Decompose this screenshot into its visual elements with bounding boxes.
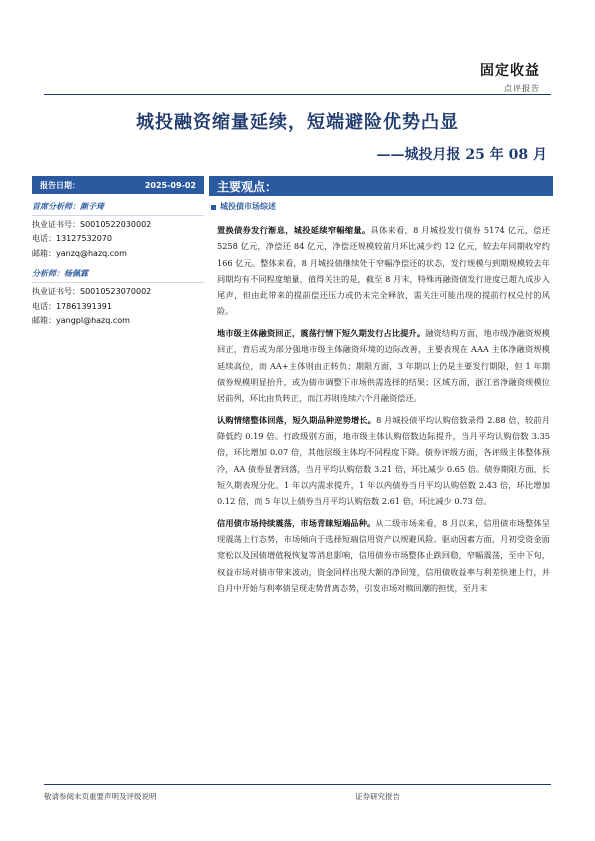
section-title: 主要观点： bbox=[209, 176, 553, 196]
paragraph-body: 具体来看，8 月城投发行债券 5174 亿元，偿还 5258 亿元，净偿还 84 亿元，净偿还规模较前月环比减少约 12 亿元，较去年同期收窄约 166 亿元。整体来看，8 月城投债继续处于窄幅净偿还的状态，发行规模与到期规模较去年同期均有不同程度缩量，值得关注的是，截至 8 月末，特殊再融资债发行进度已超九成步入尾声，但由此带来的提前偿还压力或仍未完全释放，需关注可能出现的提前行权兑付的风险。 bbox=[217, 225, 550, 317]
paragraph-body: 8 月城投债平均认购倍数录得 2.88 倍，较前月降低约 0.19 倍。行政级别方面，地市级主体认购倍数边际提升，当月平均认购倍数 3.35 倍，环比增加 0.07 倍，其他层级主体均不同程度下降。债券评级方面，各评级主体整体预冷，AA 债券显著回落，当月平均认购倍数 3.21 倍，环比减少 0.65 倍。债券期限方面，长短久期表现分化，1 年以内需求提升，1 年以内债券当月平均认购倍数 2.43 倍，环比增加 0.12 倍，而 5 年以上债券当月平均认购倍数 2.61 倍，环比减少 0.73 倍。 bbox=[217, 414, 550, 507]
analyst-phone: 电话：13127532070 bbox=[32, 234, 112, 244]
sub-heading bbox=[209, 201, 553, 212]
main-points-header bbox=[209, 176, 553, 212]
report-date-label: 报告日期： bbox=[40, 180, 80, 190]
footer-brand: 证券研究报告 bbox=[355, 792, 400, 801]
paragraph-body: 从二级市场来看，8 月以来，信用债市场整体呈现震荡上行态势，市场倾向于选择短端信用资产以规避风险。驱动因素方面，月初受资金面宽松以及国债增值税恢复等消息影响，信用债券市场整体止跌回稳，窄幅震荡，至中下旬，权益市场对债市带来波动，资金同样出现大额的净回笼，信用债收益率与利差快速上行，并自月中开始与利率债呈现走势背离态势，引发市场对赎回潮的担忧，至月末 bbox=[217, 517, 550, 593]
paragraph-lead: 认购情绪整体回落，短久期品种逆势增长。 bbox=[217, 414, 377, 425]
paragraph-lead: 置换债券发行渐息，城投延续窄幅缩量。 bbox=[217, 225, 371, 235]
footer-disclaimer: 敬请参阅末页重要声明及评级说明 bbox=[44, 792, 157, 801]
analyst-role: 分析师：杨佩霖 bbox=[32, 265, 204, 283]
analyst-license: 执业证书号：S0010523070002 bbox=[32, 287, 152, 297]
document-subtitle: ——城投月报 25 年 08 月 bbox=[376, 147, 547, 163]
report-date-value: 2025-09-02 bbox=[144, 180, 196, 190]
main-body bbox=[217, 222, 550, 601]
report-type: 点评报告 bbox=[504, 84, 540, 93]
report-category-block bbox=[480, 60, 540, 94]
footer-divider bbox=[44, 784, 551, 785]
body-paragraph bbox=[217, 515, 550, 596]
paragraph-body: 融资结构方面，地市级净融资规模回正，背后或为部分强地市级主体融资环境的边际改善，主要表现在 AAA 主体净融资规模延续高位，而 AA+主体则由正转负；期限方面，3 年期以上仍是主要发行期限，但 1 年期债券规模明显抬升，或为债市调整下市场供需选择的结果；区域方面，浙江省净融资规模位居前列，环比由负转正，而江苏则连续六个月融资偿还。 bbox=[217, 327, 550, 404]
report-category: 固定收益 bbox=[480, 63, 540, 79]
analyst-sidebar bbox=[32, 176, 204, 326]
report-date-bar bbox=[32, 176, 204, 194]
body-paragraph bbox=[217, 412, 550, 510]
analyst-phone: 电话：17861391391 bbox=[32, 301, 112, 311]
document-title: 城投融资缩量延续，短端避险优势凸显 bbox=[136, 112, 459, 133]
paragraph-lead: 地市级主体融资回正，震荡行情下短久期发行占比提升。 bbox=[217, 327, 426, 338]
analyst-card bbox=[32, 265, 204, 326]
paragraph-lead: 信用债市场持续震荡，市场青睐短端品种。 bbox=[217, 517, 376, 528]
analyst-role: 首席分析师：颜子琦 bbox=[32, 198, 204, 216]
body-paragraph bbox=[217, 325, 550, 406]
header-divider bbox=[44, 94, 551, 95]
analyst-email[interactable]: 邮箱：yanzq@hazq.com bbox=[32, 248, 127, 258]
sub-heading-text: 城投债市场综述 bbox=[220, 201, 276, 211]
analyst-email[interactable]: 邮箱：yangpl@hazq.com bbox=[32, 315, 130, 325]
analyst-card bbox=[32, 198, 204, 259]
analyst-license: 执业证书号：S0010522030002 bbox=[32, 220, 152, 229]
body-paragraph bbox=[217, 222, 550, 320]
square-bullet-icon bbox=[211, 205, 216, 210]
